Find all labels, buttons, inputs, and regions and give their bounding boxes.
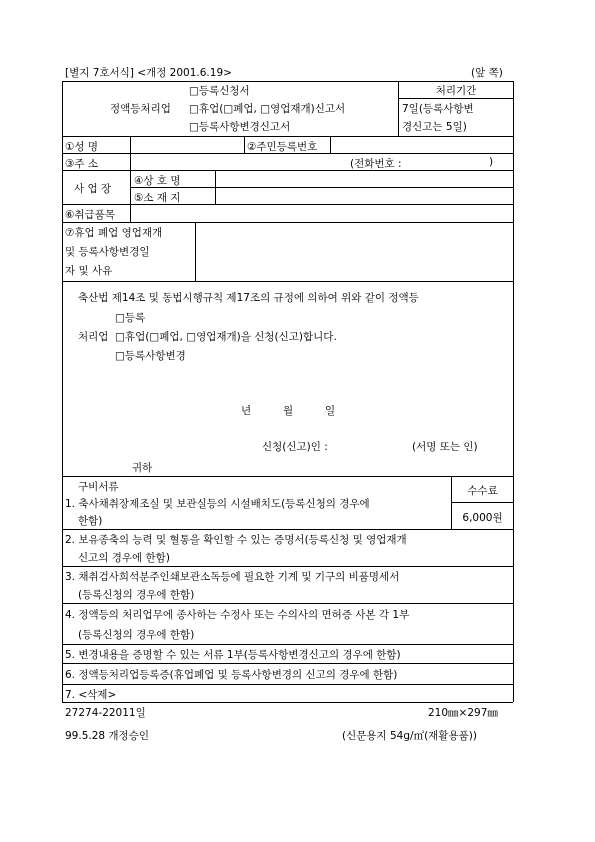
address-label: ③주 소 [65,158,99,170]
trade-name-label: ④상 호 명 [134,175,181,187]
required-docs-title: 구비서류 [78,481,119,493]
business-label: 사 업 장 [74,183,112,195]
border-bottom [62,702,513,703]
body-option-change: □등록사항변경 [115,350,186,362]
doc-item: 4. 정액등의 처리업무에 종사하는 수정사 또는 수의사의 면허증 사본 각 1부 [65,609,410,621]
phone-close: ) [489,156,494,168]
items-label: ⑥취급품목 [65,209,115,221]
law-statement: 축산법 제14조 및 동법시행규칙 제17조의 규정에 의하여 위와 같이 정액등 [78,292,419,304]
form-title: 정액등처리업 [110,103,171,115]
date-month: 월 [283,405,294,417]
paper-spec: (신문용지 54g/㎡(재활용품)) [342,730,477,742]
doc-item: 신고의 경우에 한함) [78,552,170,564]
location-label: ⑤소 재 지 [134,192,181,204]
border-top [62,81,513,82]
processing-period-value-2: 경신고는 5일) [402,121,467,133]
doc-item: 2. 보유종축의 능력 및 혈통을 확인할 수 있는 증명서(등록신청 및 영업재개 [65,534,407,546]
border-left [62,81,63,702]
border-right [513,81,514,702]
form-number: [별지 7호서식] <개정 2001.6.19> [65,67,232,79]
reason-label-3: 자 및 사유 [65,265,113,277]
signature-label: (서명 또는 인) [412,441,478,453]
option-change: □등록사항변경신고서 [189,121,291,133]
approval-date: 99.5.28 개정승인 [65,730,149,742]
phone-label: (전화번호 : [350,158,402,170]
option-registration: □등록신청서 [189,85,250,97]
option-suspension: □휴업(□폐업, □영업재개)신고서 [189,103,346,115]
body-prefix: 처리업 [78,331,109,343]
form-code: 27274-22011일 [65,707,146,719]
page-side: (앞 쪽) [471,67,503,79]
processing-period-label: 처리기간 [435,85,477,97]
doc-item: 6. 정액등처리업등록증(휴업폐업 및 등록사항변경의 신고의 경우에 한함) [65,669,398,681]
body-option-suspend: □휴업(□폐업, □영업재개)을 신청(신고)합니다. [115,331,337,343]
body-option-register: □등록 [115,312,146,324]
resident-number-label: ②주민등록번호 [247,141,318,153]
doc-item: 3. 채취검사희석분주인쇄보관소독등에 필요한 기계 및 기구의 비품명세서 [65,571,400,583]
doc-item: (등록신청의 경우에 한함) [78,589,195,601]
reason-label-1: ⑦휴업 폐업 영업재개 [65,227,163,239]
reason-label-2: 및 등록사항변경일 [65,246,150,258]
paper-size: 210㎜×297㎜ [428,707,498,719]
doc-item: (등록신청의 경우에 한함) [78,629,195,641]
doc-item: 한함) [78,515,103,527]
fee-value: 6,000원 [462,512,503,524]
processing-period-value: 7일(등록사항변 [402,103,474,115]
name-label: ①성 명 [65,141,99,153]
doc-item: 5. 변경내용을 증명할 수 있는 서류 1부(등록사항변경신고의 경우에 한함) [65,649,401,661]
date-year: 년 [241,405,252,417]
date-day: 일 [325,405,336,417]
fee-label: 수수료 [467,485,498,497]
doc-item: 7. <삭제> [65,689,117,701]
applicant-label: 신청(신고)인 : [262,441,328,453]
addressee: 귀하 [132,462,153,474]
doc-item: 1. 축사채취장제조실 및 보관실등의 시설배치도(등록신청의 경우에 [65,498,370,510]
